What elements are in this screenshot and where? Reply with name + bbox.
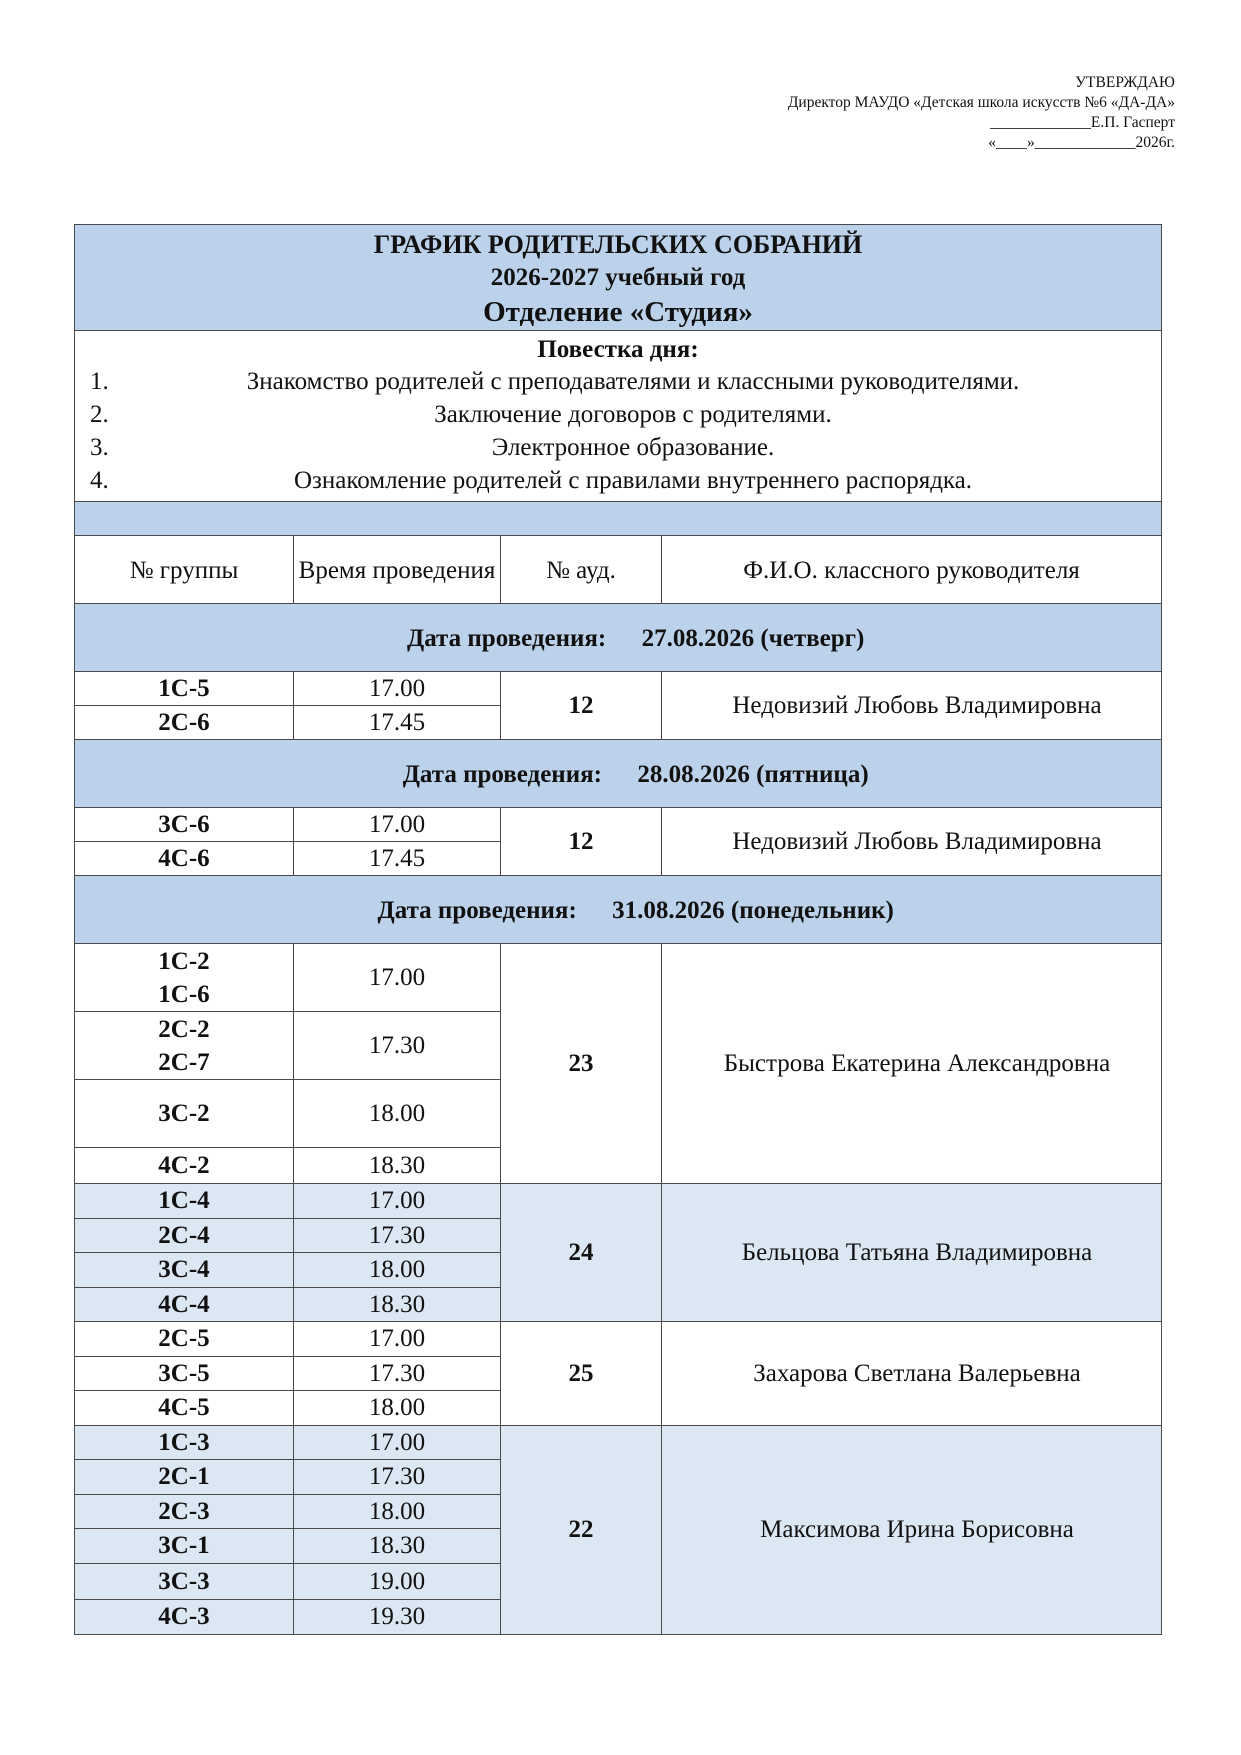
date-row bbox=[75, 876, 1162, 944]
group-name: 1С-6 bbox=[158, 980, 210, 1008]
title-cell bbox=[75, 225, 1162, 331]
date-row bbox=[75, 604, 1162, 672]
group-name: 2С-2 bbox=[158, 1015, 210, 1043]
group-cell: 3С-5 bbox=[75, 1356, 294, 1391]
column-header-time: Время проведения bbox=[294, 536, 501, 604]
group-cell: 2С-1 bbox=[75, 1460, 294, 1495]
time-cell: 19.30 bbox=[294, 1599, 501, 1634]
teacher-cell: Захарова Светлана Валерьевна bbox=[662, 1322, 1162, 1426]
group-name: 2С-7 bbox=[158, 1048, 210, 1076]
meetings-schedule-table bbox=[74, 224, 1162, 1635]
group-cell: 2С-6 bbox=[75, 706, 294, 740]
room-cell: 23 bbox=[501, 944, 662, 1184]
column-header-row bbox=[75, 536, 1162, 604]
room-cell: 12 bbox=[501, 808, 662, 876]
approval-date: «____»_____________2026г. bbox=[988, 134, 1175, 151]
room-cell: 22 bbox=[501, 1425, 662, 1634]
date-label: Дата проведения: bbox=[402, 761, 602, 788]
room-cell: 12 bbox=[501, 672, 662, 740]
time-cell: 17.00 bbox=[294, 1322, 501, 1357]
time-cell: 19.00 bbox=[294, 1563, 501, 1599]
date-cell bbox=[75, 604, 1162, 672]
date-cell bbox=[75, 740, 1162, 808]
time-cell: 17.30 bbox=[294, 1460, 501, 1495]
date-row bbox=[75, 740, 1162, 808]
approval-heading: УТВЕРЖДАЮ bbox=[1075, 74, 1175, 91]
agenda-item: 3. Электронное образование. bbox=[115, 431, 1151, 464]
column-header-teacher: Ф.И.О. классного руководителя bbox=[662, 536, 1162, 604]
column-header-room: № ауд. bbox=[501, 536, 662, 604]
spacer-cell bbox=[75, 502, 1162, 536]
group-cell: 4С-4 bbox=[75, 1287, 294, 1322]
table-row bbox=[75, 1425, 1162, 1460]
group-cell: 3С-3 bbox=[75, 1563, 294, 1599]
group-cell: 4С-2 bbox=[75, 1148, 294, 1184]
table-row bbox=[75, 672, 1162, 706]
academic-year: 2026-2027 учебный год bbox=[490, 263, 746, 291]
spacer-row bbox=[75, 502, 1162, 536]
time-cell: 18.00 bbox=[294, 1080, 501, 1148]
time-cell: 18.30 bbox=[294, 1148, 501, 1184]
date-label: Дата проведения: bbox=[377, 897, 577, 924]
room-cell: 25 bbox=[501, 1322, 662, 1426]
title-row bbox=[75, 225, 1162, 331]
agenda-item: 1. Знакомство родителей с преподавателями и классными руководителями. bbox=[115, 365, 1151, 398]
group-cell: 3С-2 bbox=[75, 1080, 294, 1148]
time-cell: 18.30 bbox=[294, 1529, 501, 1564]
time-cell: 17.30 bbox=[294, 1218, 501, 1253]
group-cell: 2С-4 bbox=[75, 1218, 294, 1253]
group-cell: 3С-4 bbox=[75, 1253, 294, 1288]
group-cell: 2С-3 bbox=[75, 1494, 294, 1529]
table-row bbox=[75, 808, 1162, 842]
time-cell: 18.00 bbox=[294, 1494, 501, 1529]
time-cell: 18.00 bbox=[294, 1391, 501, 1426]
date-value: 27.08.2026 (четверг) bbox=[641, 625, 865, 652]
group-cell: 4С-5 bbox=[75, 1391, 294, 1426]
date-cell bbox=[75, 876, 1162, 944]
agenda-cell bbox=[75, 331, 1162, 502]
agenda-item: 2. Заключение договоров с родителями. bbox=[115, 398, 1151, 431]
agenda-row bbox=[75, 331, 1162, 502]
department-name: Отделение «Студия» bbox=[483, 295, 753, 328]
time-cell: 17.00 bbox=[294, 808, 501, 842]
group-cell: 1С-4 bbox=[75, 1184, 294, 1219]
group-cell: 4С-6 bbox=[75, 842, 294, 876]
time-cell: 17.45 bbox=[294, 706, 501, 740]
group-cell: 1С-5 bbox=[75, 672, 294, 706]
approval-signature: _____________Е.П. Гасперт bbox=[990, 114, 1175, 131]
group-cell: 3С-6 bbox=[75, 808, 294, 842]
group-cell bbox=[75, 944, 294, 1012]
group-cell: 4С-3 bbox=[75, 1599, 294, 1634]
time-cell: 17.45 bbox=[294, 842, 501, 876]
group-cell bbox=[75, 1012, 294, 1080]
agenda-title: Повестка дня: bbox=[537, 336, 699, 363]
group-cell: 2С-5 bbox=[75, 1322, 294, 1357]
agenda-item: 4. Ознакомление родителей с правилами внутреннего распорядка. bbox=[115, 464, 1151, 497]
teacher-cell: Недовизий Любовь Владимировна bbox=[662, 808, 1162, 876]
room-cell: 24 bbox=[501, 1184, 662, 1322]
date-value: 31.08.2026 (понедельник) bbox=[612, 897, 894, 924]
time-cell: 17.00 bbox=[294, 1184, 501, 1219]
table-row bbox=[75, 944, 1162, 1012]
time-cell: 17.00 bbox=[294, 1425, 501, 1460]
table-row bbox=[75, 1184, 1162, 1219]
teacher-cell: Недовизий Любовь Владимировна bbox=[662, 672, 1162, 740]
group-cell: 1С-3 bbox=[75, 1425, 294, 1460]
group-name: 1С-2 bbox=[158, 947, 210, 975]
time-cell: 18.00 bbox=[294, 1253, 501, 1288]
date-label: Дата проведения: bbox=[407, 625, 607, 652]
teacher-cell: Быстрова Екатерина Александровна bbox=[662, 944, 1162, 1184]
time-cell: 17.00 bbox=[294, 944, 501, 1012]
page-title: ГРАФИК РОДИТЕЛЬСКИХ СОБРАНИЙ bbox=[373, 229, 863, 259]
table-row bbox=[75, 1322, 1162, 1357]
date-value: 28.08.2026 (пятница) bbox=[637, 761, 869, 788]
teacher-cell: Максимова Ирина Борисовна bbox=[662, 1425, 1162, 1634]
column-header-group: № группы bbox=[75, 536, 294, 604]
approval-stamp bbox=[788, 73, 1175, 153]
agenda-list bbox=[85, 365, 1151, 497]
time-cell: 17.30 bbox=[294, 1356, 501, 1391]
teacher-cell: Бельцова Татьяна Владимировна bbox=[662, 1184, 1162, 1322]
time-cell: 18.30 bbox=[294, 1287, 501, 1322]
time-cell: 17.00 bbox=[294, 672, 501, 706]
group-cell: 3С-1 bbox=[75, 1529, 294, 1564]
approval-director: Директор МАУДО «Детская школа искусств №6 «ДА-ДА» bbox=[787, 94, 1175, 111]
time-cell: 17.30 bbox=[294, 1012, 501, 1080]
